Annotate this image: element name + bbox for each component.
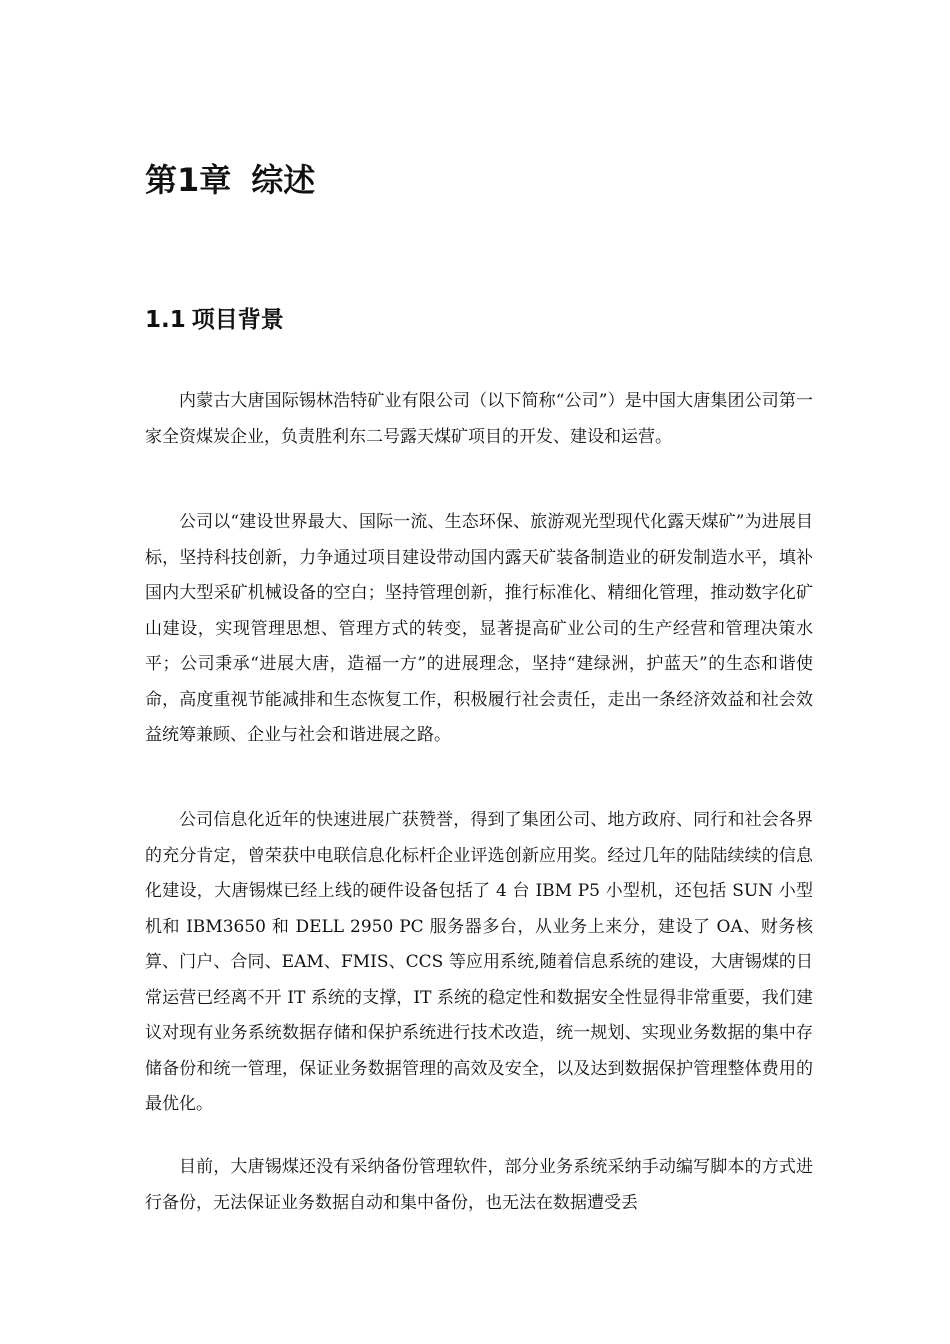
body-paragraph: 公司信息化近年的快速进展广获赞誉，得到了集团公司、地方政府、同行和社会各界的充分肯定，曾荣获中电联信息化标杆企业评选创新应用奖。经过几年的陆陆续续的信息化建设，大唐锡煤已经上线的硬件设备包括了 4 台 IBM P5 小型机，还包括 SUN 小型机和 IBM3650 和 DELL 2950 PC 服务器多台，从业务上来分，建设了 OA、财务核算、门户、合同、EAM、FMIS、CCS 等应用系统,随着信息系统的建设，大唐锡煤的日常运营已经离不开 IT 系统的支撑，IT 系统的稳定性和数据安全性显得非常重要，我们建议对现有业务系统数据存储和保护系统进行技术改造，统一规划、实现业务数据的集中存储备份和统一管理，保证业务数据管理的高效及安全，以及达到数据保护管理整体费用的最优化。 (145, 810, 813, 1114)
chapter-heading (145, 157, 315, 203)
body-paragraph: 目前，大唐锡煤还没有采纳备份管理软件，部分业务系统采纳手动编写脚本的方式进行备份，无法保证业务数据自动和集中备份，也无法在数据遭受丢 (145, 1157, 813, 1213)
chapter-title: 综述 (251, 161, 316, 199)
section-heading (145, 303, 284, 337)
chapter-number: 第1章 (145, 161, 232, 199)
body-paragraph: 公司以“建设世界最大、国际一流、生态环保、旅游观光型现代化露天煤矿”为进展目标，坚持科技创新，力争通过项目建设带动国内露天矿装备制造业的研发制造水平，填补国内大型采矿机械设备的空白；坚持管理创新，推行标准化、精细化管理，推动数字化矿山建设，实现管理思想、管理方式的转变，显著提高矿业公司的生产经营和管理决策水平；公司秉承“进展大唐，造福一方”的进展理念，坚持“建绿洲，护蓝天”的生态和谐使命，高度重视节能减排和生态恢复工作，积极履行社会责任，走出一条经济效益和社会效益统筹兼顾、企业与社会和谐进展之路。 (145, 512, 813, 745)
section-title: 项目背景 (191, 307, 284, 333)
body-paragraph: 内蒙古大唐国际锡林浩特矿业有限公司（以下简称“公司”）是中国大唐集团公司第一家全资煤炭企业，负责胜利东二号露天煤矿项目的开发、建设和运营。 (145, 391, 813, 447)
section-number: 1.1 (145, 307, 186, 333)
